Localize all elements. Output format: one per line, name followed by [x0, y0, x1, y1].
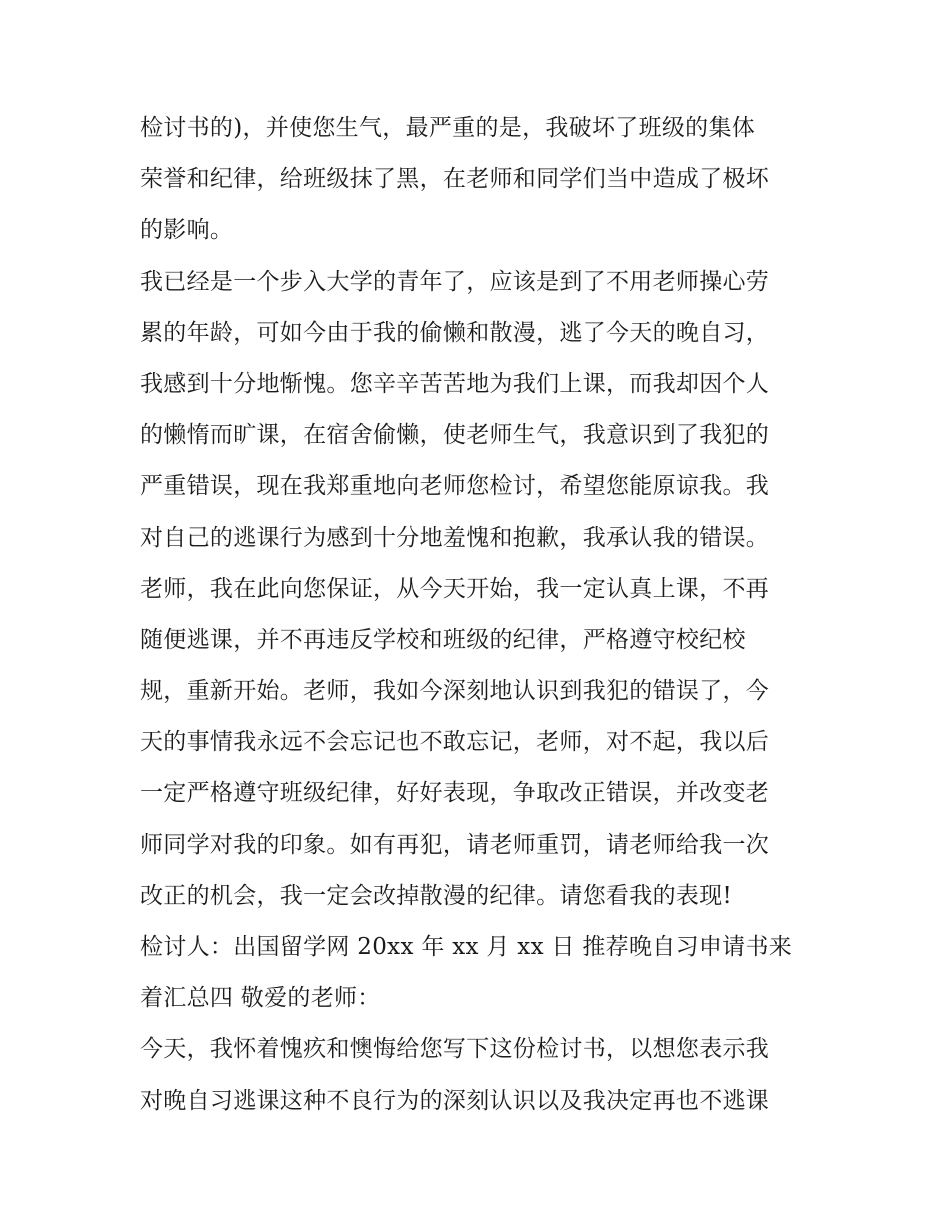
text-line: 今天，我怀着愧疚和懊悔给您写下这份检讨书，以想您表示我 [140, 1036, 770, 1063]
text-line: 检讨书的)，并使您生气，最严重的是，我破坏了班级的集体 [140, 115, 756, 141]
text-line: 严重错误，现在我郑重地向老师您检讨，希望您能原谅我。我 [140, 473, 770, 500]
text-line: 一定严格遵守班级纪律，好好表现，争取改正错误，并改变老 [140, 780, 770, 807]
signature-line: 检讨人：出国留学网 20xx 年 xx 月 xx 日 推荐晚自习申请书来 [140, 934, 793, 960]
document-body [140, 103, 820, 1127]
text-line: 对晚自习逃课这种不良行为的深刻认识以及我决定再也不逃课 [140, 1087, 770, 1114]
text-line: 的懒惰而旷课，在宿舍偷懒，使老师生气，我意识到了我犯的 [140, 422, 770, 449]
text-line: 荣誉和纪律，给班级抹了黑，在老师和同学们当中造成了极坏 [140, 166, 770, 193]
text-line: 我已经是一个步入大学的青年了，应该是到了不用老师操心劳 [140, 268, 770, 295]
text-line: 对自己的逃课行为感到十分地羞愧和抱歉，我承认我的错误。 [140, 524, 770, 551]
text-line: 天的事情我永远不会忘记也不敢忘记，老师，对不起，我以后 [140, 729, 770, 756]
text-line: 累的年龄，可如今由于我的偷懒和散漫，逃了今天的晚自习， [140, 319, 770, 346]
text-line: 随便逃课，并不再违反学校和班级的纪律，严格遵守校纪校 [140, 626, 746, 653]
salutation-line: 着汇总四 敬爱的老师： [140, 985, 381, 1012]
text-line: 老师，我在此向您保证，从今天开始，我一定认真上课，不再 [140, 575, 770, 602]
text-line: 我感到十分地惭愧。您辛辛苦苦地为我们上课，而我却因个人 [140, 370, 770, 397]
text-line: 改正的机会，我一定会改掉散漫的纪律。请您看我的表现! [140, 882, 733, 909]
text-line: 的影响。 [140, 217, 234, 244]
text-line: 规，重新开始。老师，我如今深刻地认识到我犯的错误了，今 [140, 678, 770, 705]
text-line: 师同学对我的印象。如有再犯，请老师重罚，请老师给我一次 [140, 831, 770, 858]
